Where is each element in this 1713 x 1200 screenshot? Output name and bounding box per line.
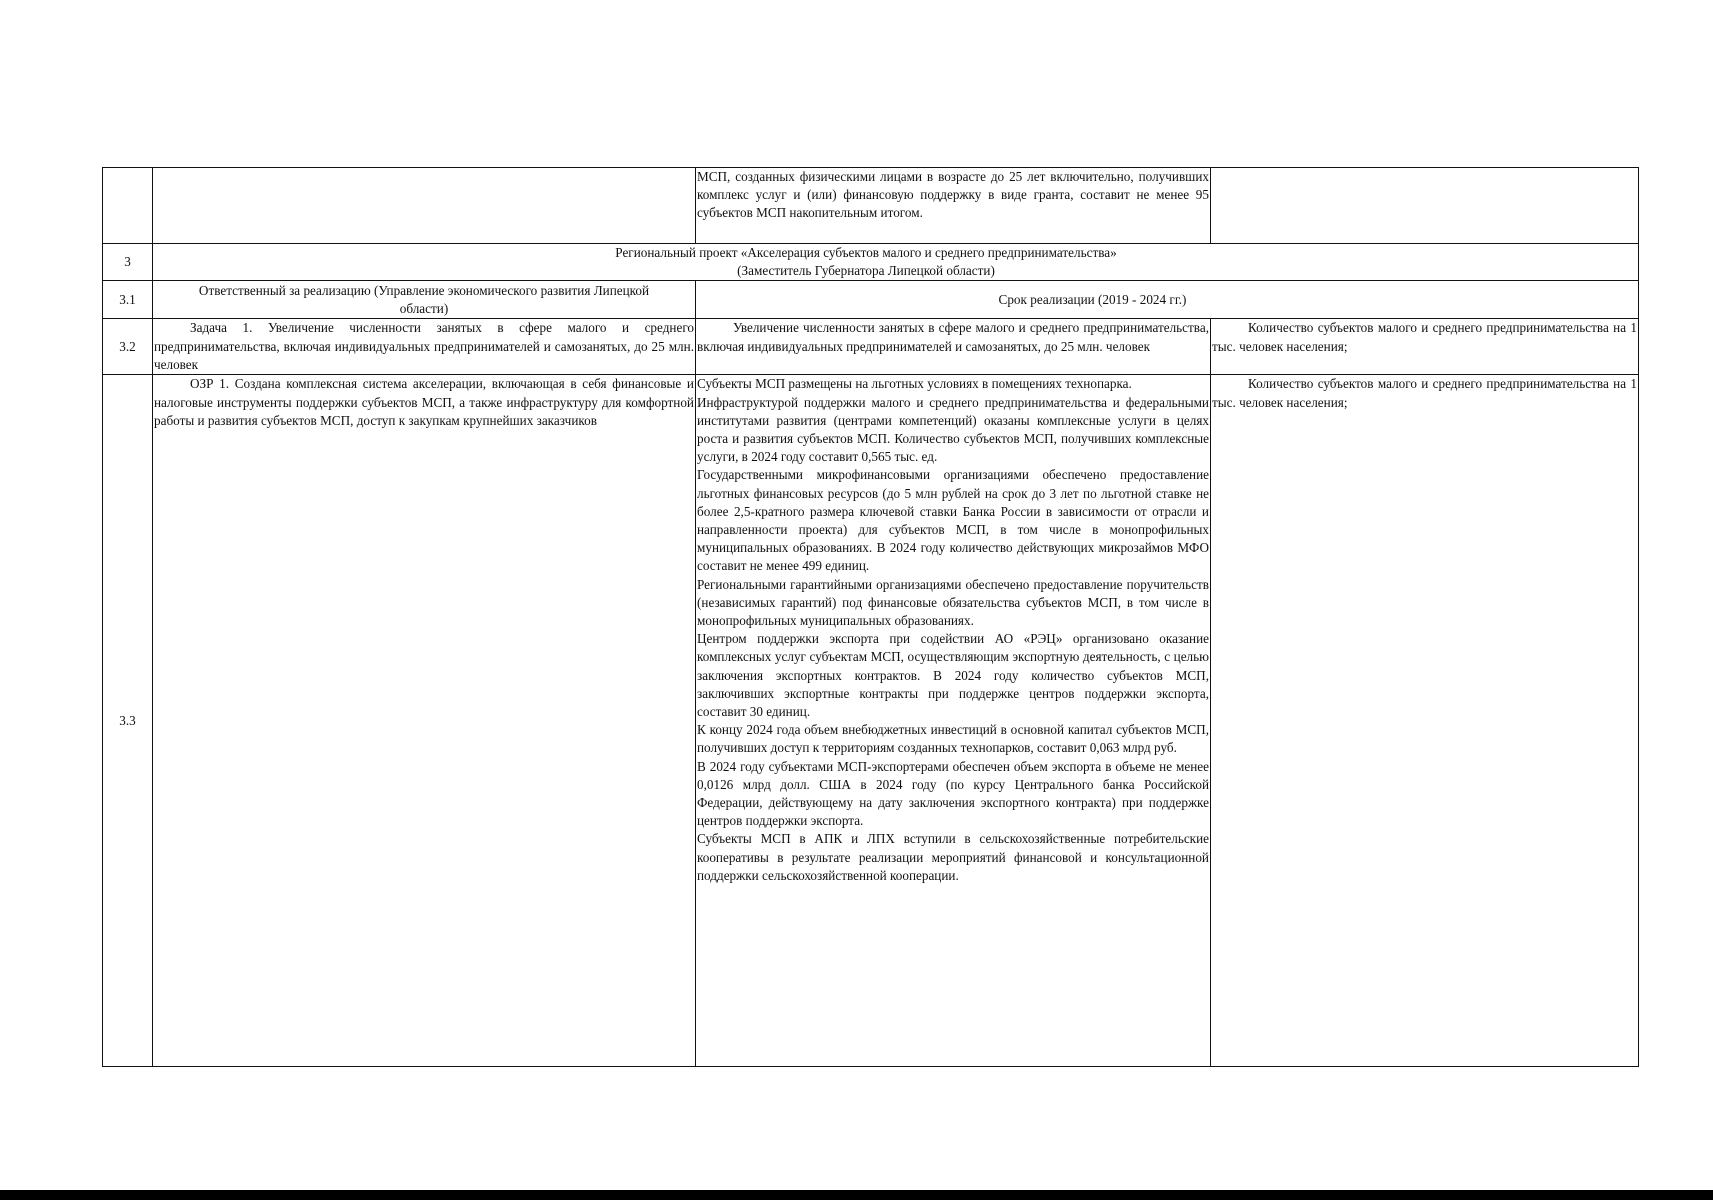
result-paragraph: Региональными гарантийными организациями обеспечено предоставление поручительств (независимых гарантий) под финансовые обязательства субъектов МСП, в том числе в монопрофильных муниципальных образованиях. xyxy=(697,576,1209,629)
result-cell xyxy=(696,375,1211,1067)
result-paragraph: Государственными микрофинансовыми организациями обеспечено предоставление льготных финансовых ресурсов (до 5 млн рублей на срок до 3 лет по льготной ставке не более 2,5-кратного размера ключевой ставки Банка России в зависимости от отрасли и направленности проекта) для субъектов МСП, в том числе в монопрофильных муниципальных образованиях. В 2024 году количество действующих микрозаймов МФО составит не менее 499 единиц. xyxy=(697,467,1209,574)
row-number: 3.1 xyxy=(103,281,153,319)
task-cell: ОЗР 1. Создана комплексная система акселерации, включающая в себя финансовые и налоговые инструменты поддержки субъектов МСП, а также инфраструктуру для комфортной работы и развития субъектов МСП, доступ к закупкам крупнейших заказчиков xyxy=(153,375,696,1067)
responsible-cell: Ответственный за реализацию (Управление экономического развития Липецкой области) xyxy=(153,281,696,319)
task-cell: Задача 1. Увеличение численности занятых в сфере малого и среднего предпринимательства, включая индивидуальных предпринимателей и самозанятых, до 25 млн. человек xyxy=(153,319,696,375)
result-cell: МСП, созданных физическими лицами в возрасте до 25 лет включительно, получивших комплекс услуг и (или) финансовую поддержку в виде гранта, составит не менее 95 субъектов МСП накопительным итогом. xyxy=(696,168,1211,244)
row-number: 3.2 xyxy=(103,319,153,375)
term-cell: Срок реализации (2019 - 2024 гг.) xyxy=(696,281,1639,319)
result-paragraph: К концу 2024 года объем внебюджетных инвестиций в основной капитал субъектов МСП, получивших доступ к территориям созданных технопарков, составит 0,063 млрд руб. xyxy=(697,722,1209,756)
result-paragraph: Субъекты МСП размещены на льготных условиях в помещениях технопарка. xyxy=(697,376,1132,392)
task-cell xyxy=(153,168,696,244)
project-title-cell xyxy=(153,244,1639,281)
result-cell: Увеличение численности занятых в сфере малого и среднего предпринимательства, включая индивидуальных предпринимателей и самозанятых, до 25 млн. человек xyxy=(696,319,1211,375)
row-number: 3.3 xyxy=(103,375,153,1067)
table-row-task-1 xyxy=(103,319,1639,375)
row-number xyxy=(103,168,153,244)
table-row-project xyxy=(103,244,1639,281)
indicator-cell: Количество субъектов малого и среднего предпринимательства на 1 тыс. человек населения; xyxy=(1211,375,1639,1067)
table-row-responsible xyxy=(103,281,1639,319)
result-paragraph: Инфраструктурой поддержки малого и среднего предпринимательства и федеральными институтами развития (центрами компетенций) оказаны комплексные услуги в целях роста и развития субъектов МСП. Количество субъектов МСП, получивших комплексные услуги, в 2024 году составит 0,565 тыс. ед. xyxy=(697,394,1209,465)
project-table xyxy=(102,167,1639,1067)
project-curator: (Заместитель Губернатора Липецкой области) xyxy=(737,263,995,279)
table-row-continuation xyxy=(103,168,1639,244)
row-number: 3 xyxy=(103,244,153,281)
indicator-cell: Количество субъектов малого и среднего предпринимательства на 1 тыс. человек населения; xyxy=(1211,319,1639,375)
project-title: Региональный проект «Акселерация субъектов малого и среднего предпринимательства» xyxy=(615,245,1117,260)
indicator-cell xyxy=(1211,168,1639,244)
table-row-ozr-1 xyxy=(103,375,1639,1067)
result-paragraph: Центром поддержки экспорта при содействии АО «РЭЦ» организовано оказание комплексных услуг субъектам МСП, осуществляющим экспортную деятельность, с целью заключения экспортных контрактов. В 2024 году количество субъектов МСП, заключивших экспортные контракты при поддержке центров поддержки экспорта, составит 30 единиц. xyxy=(697,631,1209,720)
result-paragraph: Субъекты МСП в АПК и ЛПХ вступили в сельскохозяйственные потребительские кооперативы в результате реализации мероприятий финансовой и консультационной поддержки сельскохозяйственной кооперации. xyxy=(697,831,1209,883)
scan-edge xyxy=(0,1190,1713,1200)
result-paragraph: В 2024 году субъектами МСП-экспортерами обеспечен объем экспорта в объеме не менее 0,0126 млрд долл. США в 2024 году (по курсу Центрального банка Российской Федерации, действующему на дату заключения экспортного контракта) при поддержке центров поддержки экспорта. xyxy=(697,758,1209,829)
